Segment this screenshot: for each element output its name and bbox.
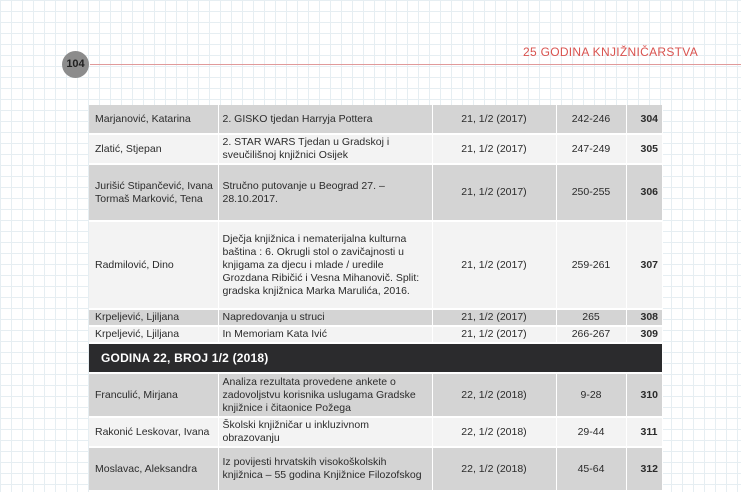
entry-number-cell: 310 xyxy=(626,373,662,417)
header-divider xyxy=(90,64,741,65)
author-cell: Rakonić Leskovar, Ivana xyxy=(89,417,218,447)
issue-cell: 21, 1/2 (2017) xyxy=(432,164,556,221)
title-cell: Analiza rezultata provedene ankete o zadovoljstvu korisnika uslugama Gradske knjižnice i čitaonice Požega xyxy=(218,373,432,417)
issue-cell: 22, 1/2 (2018) xyxy=(432,447,556,491)
table-row xyxy=(89,164,662,221)
title-cell: Stručno putovanje u Beograd 27. – 28.10.2017. xyxy=(218,164,432,221)
issue-cell: 21, 1/2 (2017) xyxy=(432,221,556,309)
table-row xyxy=(89,373,662,417)
title-cell: Napredovanja u struci xyxy=(218,309,432,326)
author-cell: Moslavac, Aleksandra xyxy=(89,447,218,491)
author-cell: Jurišić Stipančević, Ivana Tormaš Marković, Tena xyxy=(89,164,218,221)
author-cell: Radmilović, Dino xyxy=(89,221,218,309)
title-cell: In Memoriam Kata Ivić xyxy=(218,326,432,343)
author-cell: Zlatić, Stjepan xyxy=(89,134,218,164)
section-title: GODINA 22, BROJ 1/2 (2018) xyxy=(89,343,662,373)
running-header-title: 25 GODINA KNJIŽNIČARSTVA xyxy=(522,45,698,59)
table-row xyxy=(89,447,662,491)
entry-number-cell: 305 xyxy=(626,134,662,164)
table-row xyxy=(89,326,662,343)
title-cell: Dječja knjižnica i nematerijalna kulturna baština : 6. Okrugli stol o zavičajnosti u knjigama za djecu i mlade / uredile Grozdana Ribičić i Vesna Mihanovič. Split: gradska knjižnica Marka Marulića, 2016. xyxy=(218,221,432,309)
issue-cell: 21, 1/2 (2017) xyxy=(432,105,556,134)
table-row xyxy=(89,105,662,134)
pages-cell: 266-267 xyxy=(556,326,626,343)
author-cell: Krpeljević, Ljiljana xyxy=(89,309,218,326)
page-number: 104 xyxy=(62,51,89,78)
entry-number-cell: 308 xyxy=(626,309,662,326)
issue-cell: 22, 1/2 (2018) xyxy=(432,373,556,417)
table-row xyxy=(89,221,662,309)
author-cell: Marjanović, Katarina xyxy=(89,105,218,134)
issue-cell: 21, 1/2 (2017) xyxy=(432,309,556,326)
title-cell: 2. STAR WARS Tjedan u Gradskoj i sveučilišnoj knjižnici Osijek xyxy=(218,134,432,164)
pages-cell: 242-246 xyxy=(556,105,626,134)
author-cell: Krpeljević, Ljiljana xyxy=(89,326,218,343)
pages-cell: 45-64 xyxy=(556,447,626,491)
title-cell: Iz povijesti hrvatskih visokoškolskih knjižnica – 55 godina Knjižnice Filozofskog xyxy=(218,447,432,491)
entry-number-cell: 306 xyxy=(626,164,662,221)
issue-cell: 22, 1/2 (2018) xyxy=(432,417,556,447)
pages-cell: 259-261 xyxy=(556,221,626,309)
table-row xyxy=(89,134,662,164)
pages-cell: 265 xyxy=(556,309,626,326)
bibliography-table xyxy=(89,105,663,492)
section-header-row xyxy=(89,343,662,373)
entry-number-cell: 309 xyxy=(626,326,662,343)
issue-cell: 21, 1/2 (2017) xyxy=(432,134,556,164)
author-cell: Franculić, Mirjana xyxy=(89,373,218,417)
title-cell: Školski knjižničar u inkluzivnom obrazovanju xyxy=(218,417,432,447)
issue-cell: 21, 1/2 (2017) xyxy=(432,326,556,343)
pages-cell: 247-249 xyxy=(556,134,626,164)
entry-number-cell: 311 xyxy=(626,417,662,447)
entry-number-cell: 307 xyxy=(626,221,662,309)
entry-number-cell: 304 xyxy=(626,105,662,134)
pages-cell: 9-28 xyxy=(556,373,626,417)
table-row xyxy=(89,417,662,447)
pages-cell: 250-255 xyxy=(556,164,626,221)
table-row xyxy=(89,309,662,326)
entry-number-cell: 312 xyxy=(626,447,662,491)
pages-cell: 29-44 xyxy=(556,417,626,447)
title-cell: 2. GISKO tjedan Harryja Pottera xyxy=(218,105,432,134)
